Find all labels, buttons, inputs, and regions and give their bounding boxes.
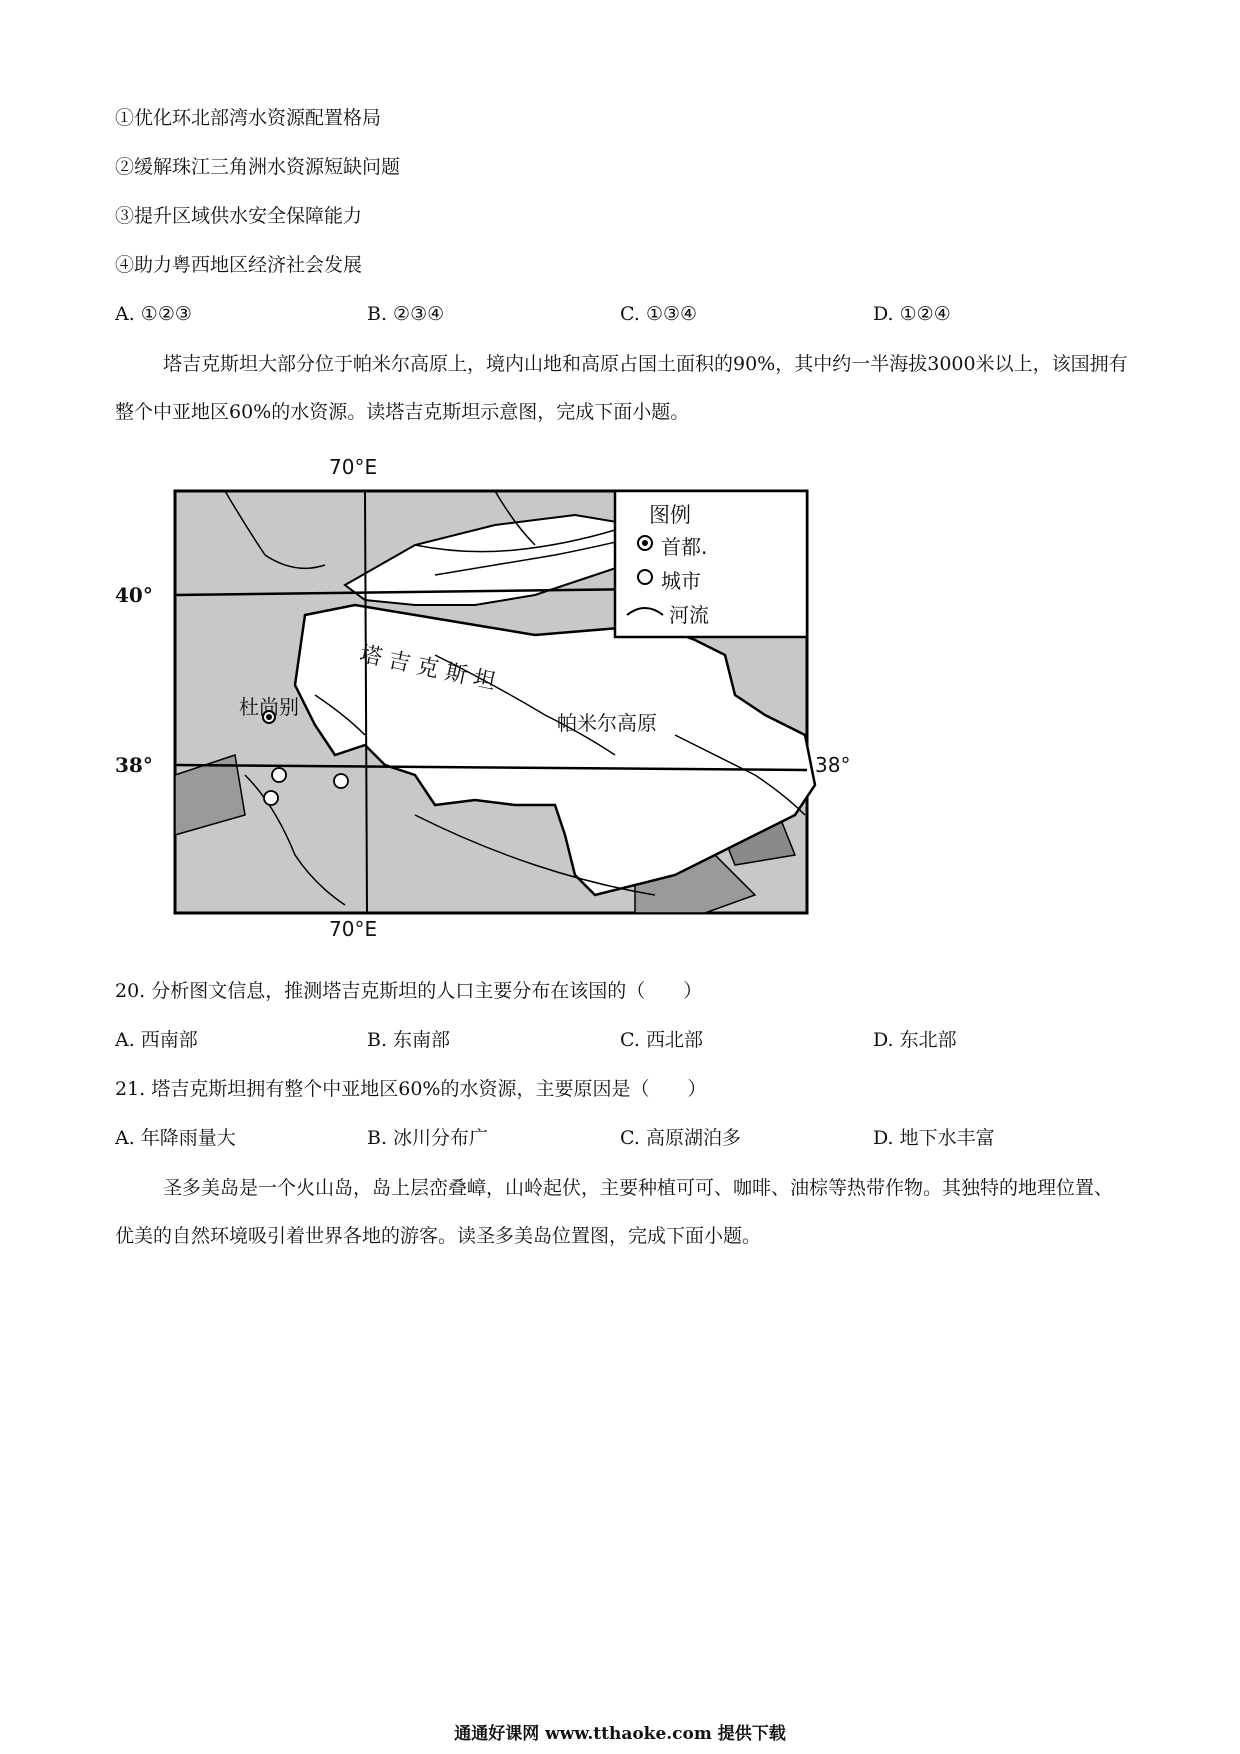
option-2: ②缓解珠江三角洲水资源短缺问题 xyxy=(115,156,401,178)
capital-label: 杜尚别 xyxy=(239,695,299,719)
lat-38-right-label: 38° xyxy=(815,753,851,777)
tajikistan-map xyxy=(115,455,875,945)
q21-stem: 21. 塔吉克斯坦拥有整个中亚地区60%的水资源，主要原因是（ ） xyxy=(115,1078,707,1100)
lat-40-label: 40° xyxy=(115,583,153,607)
q19-choice-b: B. ②③④ xyxy=(367,303,445,325)
q20-choice-c: C. 西北部 xyxy=(620,1029,703,1051)
lon-bottom-label: 70°E xyxy=(329,917,378,941)
q21-choice-d: D. 地下水丰富 xyxy=(873,1127,995,1149)
plateau-label: 帕米尔高原 xyxy=(557,711,657,735)
legend-title: 图例 xyxy=(649,503,691,527)
q19-choice-a: A. ①②③ xyxy=(115,303,192,325)
q20-stem: 20. 分析图文信息，推测塔吉克斯坦的人口主要分布在该国的（ ） xyxy=(115,980,703,1002)
footer: 通通好课网 www.tthaoke.com 提供下载 xyxy=(454,1724,786,1744)
option-4: ④助力粤西地区经济社会发展 xyxy=(115,254,363,276)
q20-choice-d: D. 东北部 xyxy=(873,1029,957,1051)
q21-choice-a: A. 年降雨量大 xyxy=(115,1127,236,1149)
option-3: ③提升区域供水安全保障能力 xyxy=(115,205,363,227)
legend-city: 城市 xyxy=(661,569,701,593)
q21-choice-b: B. 冰川分布广 xyxy=(367,1127,489,1149)
q21-choices xyxy=(115,1125,1130,1151)
passage-tajikistan-text: 塔吉克斯坦大部分位于帕米尔高原上，境内山地和高原占国土面积的90%，其中约一半海拔3000米以上，该国拥有整个中亚地区60%的水资源。读塔吉克斯坦示意图，完成下面小题。 xyxy=(115,353,1128,423)
q20-choices xyxy=(115,1027,1130,1053)
q19-choice-c: C. ①③④ xyxy=(620,303,698,325)
option-1: ①优化环北部湾水资源配置格局 xyxy=(115,107,382,129)
q20-choice-a: A. 西南部 xyxy=(115,1029,198,1051)
q19-choices xyxy=(115,301,1130,327)
legend-river: 河流 xyxy=(669,603,709,627)
map-graphic xyxy=(115,455,875,945)
legend-capital: 首都. xyxy=(661,535,708,559)
q21-choice-c: C. 高原湖泊多 xyxy=(620,1127,741,1149)
lat-38-left-label: 38° xyxy=(115,753,153,777)
q19-choice-d: D. ①②④ xyxy=(873,303,951,325)
passage-sao-tome xyxy=(115,1164,1130,1260)
passage-tajikistan xyxy=(115,340,1130,436)
q20-choice-b: B. 东南部 xyxy=(367,1029,451,1051)
country-label: 塔 吉 克 斯 坦 xyxy=(357,641,498,696)
passage-sao-tome-text: 圣多美岛是一个火山岛，岛上层峦叠嶂，山岭起伏，主要种植可可、咖啡、油棕等热带作物。其独特的地理位置、优美的自然环境吸引着世界各地的游客。读圣多美岛位置图，完成下面小题。 xyxy=(115,1177,1114,1247)
lon-top-label: 70°E xyxy=(329,455,378,479)
